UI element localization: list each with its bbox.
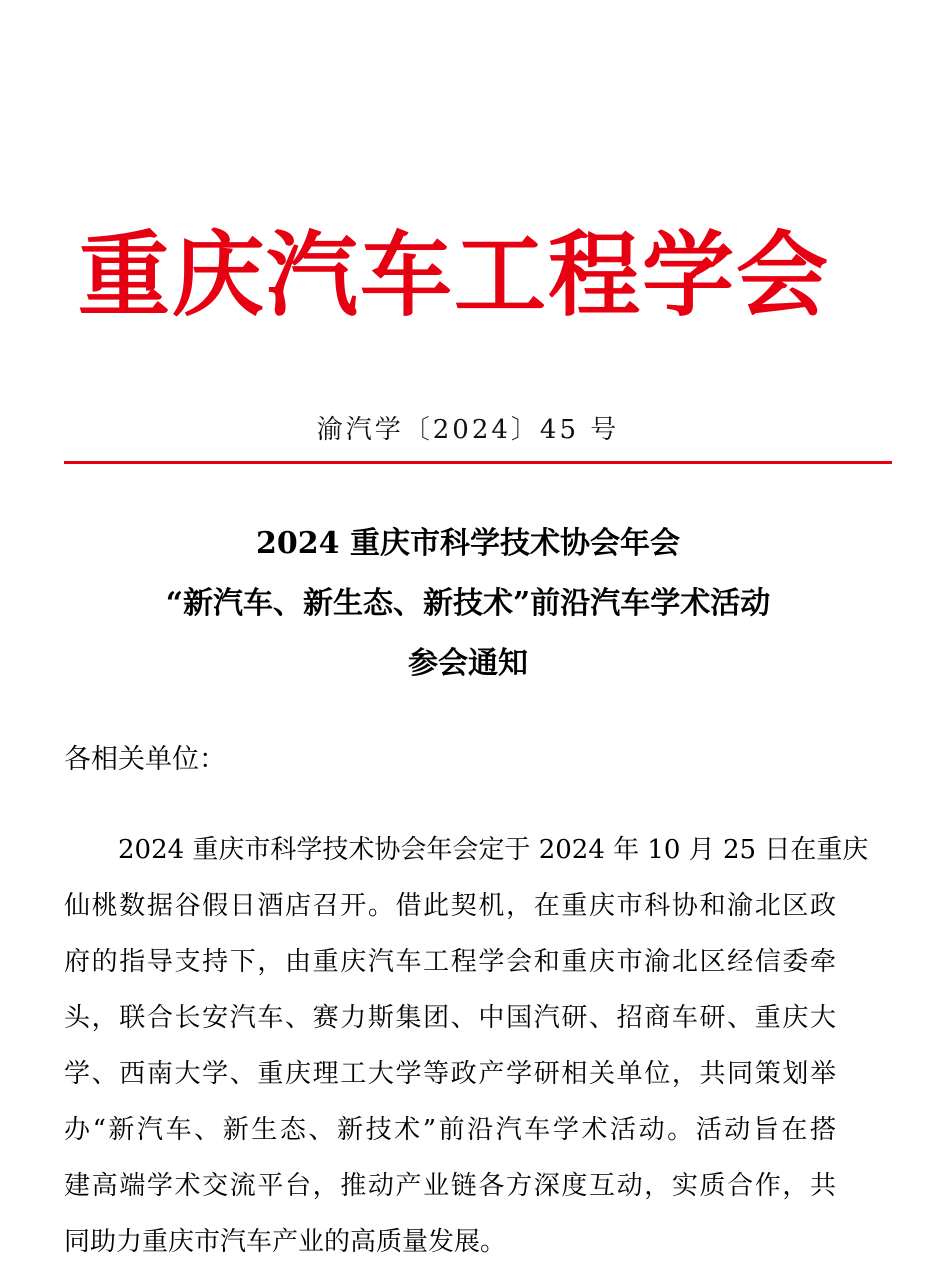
paragraph-line: 建高端学术交流平台，推动产业链各方深度互动，实质合作，共 xyxy=(64,1171,836,1201)
paragraph-line: 头，联合长安汽车、赛力斯集团、中国汽研、招商车研、重庆大 xyxy=(64,1003,836,1033)
organization-header: 重庆汽车工程学会 xyxy=(77,221,830,329)
title-line-3: 参会通知 xyxy=(408,646,528,681)
title-line-1: 2024 重庆市科学技术协会年会 xyxy=(256,526,680,561)
paragraph-line: 办“新汽车、新生态、新技术”前沿汽车学术活动。活动旨在搭 xyxy=(64,1115,836,1145)
title-line-2: “新汽车、新生态、新技术”前沿汽车学术活动 xyxy=(165,586,771,621)
notice-title xyxy=(0,514,936,694)
document-number: 渝汽学〔2024〕45 号 xyxy=(316,415,620,445)
paragraph-line: 府的指导支持下，由重庆汽车工程学会和重庆市渝北区经信委牵 xyxy=(64,947,836,977)
red-divider-line xyxy=(64,461,892,464)
paragraph-line: 仙桃数据谷假日酒店召开。借此契机，在重庆市科协和渝北区政 xyxy=(64,891,836,921)
paragraph-line: 学、西南大学、重庆理工大学等政产学研相关单位，共同策划举 xyxy=(64,1059,836,1089)
paragraph-line: 同助力重庆市汽车产业的高质量发展。 xyxy=(64,1227,507,1257)
salutation: 各相关单位： xyxy=(64,744,226,775)
body-paragraph xyxy=(64,822,869,1270)
paragraph-line: 2024 重庆市科学技术协会年会定于 2024 年 10 月 25 日在重庆 xyxy=(118,835,869,865)
